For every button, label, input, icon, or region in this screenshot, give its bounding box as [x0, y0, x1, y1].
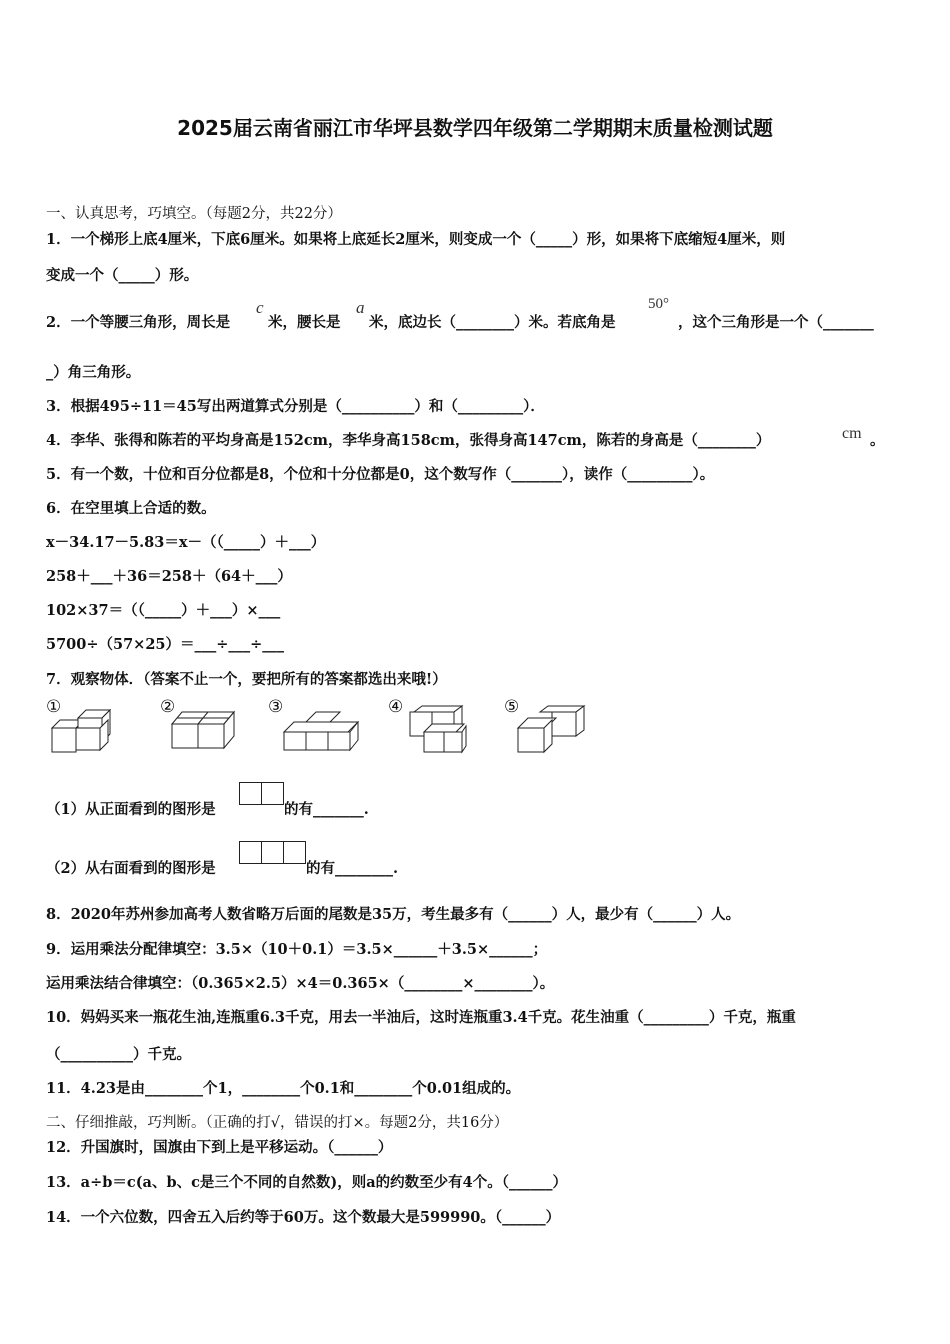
question-7-sub-2: （2）从右面看到的图形是 [46, 860, 216, 877]
question-8: 8．2020年苏州参加高考人数省略万后面的尾数是35万，考生最多有（______）人，最少有（______）人。 [46, 906, 741, 923]
question-6: 6．在空里填上合适的数。 [46, 500, 216, 517]
question-6-item-4: 5700÷（57×25）＝___÷___÷___ [46, 636, 285, 653]
question-3: 3．根据495÷11＝45写出两道算式分别是（__________）和（_________）． [46, 398, 545, 415]
question-2-part-4: ，这个三角形是一个（_______ [678, 314, 874, 331]
question-4: 4．李华、张得和陈若的平均身高是152cm，李华身高158cm，张得身高147cm，陈若的身高是（________） [46, 432, 771, 449]
question-14: 14．一个六位数，四舍五入后约等于60万。这个数最大是599990。（______） [46, 1209, 561, 1226]
question-6-item-2: 258＋___＋36＝258＋（64＋___） [46, 568, 292, 585]
question-4-end: 。 [870, 432, 885, 449]
figure-label-1: ① [46, 697, 62, 717]
section-heading-1: 一、认真思考，巧填空。（每题2分，共22分） [46, 206, 342, 222]
question-2-part-1: 2．一个等腰三角形，周长是 [46, 314, 231, 331]
cube-figure-2 [170, 708, 240, 752]
section-heading-2: 二、仔细推敲，巧判断。（正确的打√，错误的打×。每题2分，共16分） [46, 1115, 509, 1131]
question-6-item-1: x－34.17－5.83＝x－（（_____）＋___） [46, 534, 326, 551]
question-6-item-3: 102×37＝（（_____）＋___）×___ [46, 602, 281, 619]
question-2-part-2: 米，腰长是 [268, 314, 341, 331]
question-2-part-3: 米，底边长（________）米。若底角是 [369, 314, 616, 331]
perimeter-variable: c [256, 298, 264, 317]
question-11: 11．4.23是由________个1，________个0.1和________个0.01组成的。 [46, 1080, 521, 1097]
question-2-line-2: _）角三角形。 [46, 364, 141, 381]
cube-figure-3 [282, 710, 362, 752]
question-7-sub-1: （1）从正面看到的图形是 [46, 801, 216, 818]
question-1-line-2: 变成一个（_____）形。 [46, 267, 199, 284]
page-title: 2025届云南省丽江市华坪县数学四年级第二学期期末质量检测试题 [177, 116, 773, 140]
cube-figure-4 [404, 704, 470, 754]
figure-label-4: ④ [388, 697, 404, 717]
height-unit: cm [842, 425, 862, 442]
question-9-line-1: 9．运用乘法分配律填空：3.5×（10＋0.1）＝3.5×______＋3.5×______； [46, 941, 548, 958]
question-12: 12．升国旗时，国旗由下到上是平移运动。（______） [46, 1139, 393, 1156]
question-10-line-1: 10．妈妈买来一瓶花生油,连瓶重6.3千克，用去一半油后，这时连瓶重3.4千克。花生油重（_________）千克，瓶重 [46, 1009, 796, 1026]
question-5: 5．有一个数，十位和百分位都是8，个位和十分位都是0，这个数写作（_______），读作（_________）。 [46, 466, 715, 483]
front-view-shape [240, 782, 284, 805]
question-1-line-1: 1．一个梯形上底4厘米，下底6厘米。如果将上底延长2厘米，则变成一个（_____）形，如果将下底缩短4厘米，则 [46, 231, 786, 248]
question-7-sub-1-answer: 的有_______. [284, 801, 369, 818]
question-10-line-2: （__________）千克。 [46, 1046, 191, 1063]
question-7-sub-2-answer: 的有________. [306, 860, 399, 877]
figure-label-2: ② [160, 697, 176, 717]
base-angle-value: 50° [648, 296, 669, 312]
right-view-shape [240, 841, 306, 864]
cube-figure-5 [514, 704, 590, 756]
question-7: 7．观察物体．（答案不止一个，要把所有的答案都选出来哦!） [46, 671, 447, 688]
leg-variable: a [356, 298, 365, 317]
question-9-line-2: 运用乘法结合律填空：（0.365×2.5）×4＝0.365×（________×________）。 [46, 975, 555, 992]
figure-label-3: ③ [268, 697, 284, 717]
cube-figure-1 [50, 704, 126, 754]
question-13: 13．a÷b＝c(a、b、c是三个不同的自然数)，则a的约数至少有4个。（______） [46, 1174, 568, 1191]
figure-label-5: ⑤ [504, 697, 520, 717]
